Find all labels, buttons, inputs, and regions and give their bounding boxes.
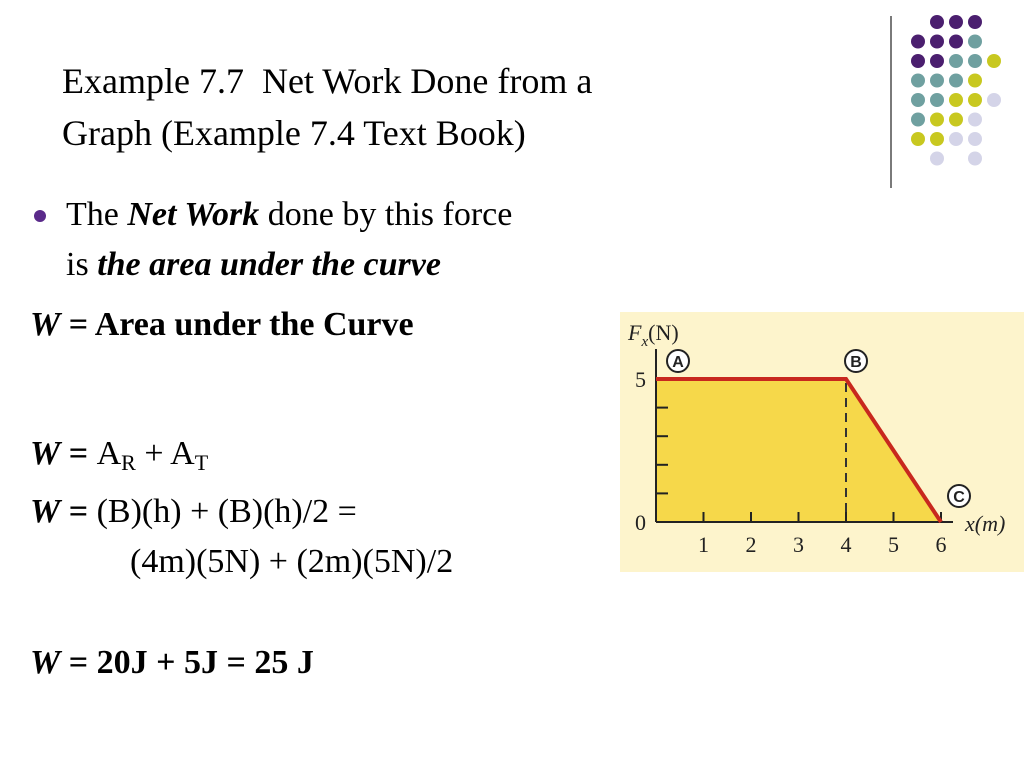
y-tick-label: 5 — [635, 367, 646, 392]
decorative-dot — [968, 74, 982, 88]
equation-5: W = 20J + 5J = 25 J — [30, 644, 314, 681]
decorative-dot — [930, 152, 944, 166]
x-tick-label: 6 — [935, 532, 947, 557]
decorative-dot — [911, 35, 925, 49]
equation-4: (4m)(5N) + (2m)(5N)/2 — [130, 543, 454, 580]
decorative-dot — [949, 132, 963, 146]
decorative-dot — [930, 54, 944, 68]
decorative-dot — [930, 35, 944, 49]
decorative-dot — [987, 93, 1001, 107]
x-tick-label: 2 — [745, 532, 757, 557]
decorative-dot — [949, 54, 963, 68]
x-tick-label: 3 — [793, 532, 804, 557]
x-tick-label: 4 — [840, 532, 852, 557]
decorative-dot — [930, 15, 944, 29]
equation-1: W = Area under the Curve — [30, 306, 414, 343]
y-tick-label: 0 — [635, 510, 646, 535]
y-axis-label: $F_x(N)$ — [628, 320, 679, 350]
point-marker-c — [948, 485, 970, 507]
decorative-dot — [949, 93, 963, 107]
point-marker-b — [845, 350, 867, 372]
x-axis-label: x(m) — [965, 511, 1006, 536]
decorative-dot — [911, 132, 925, 146]
decorative-dot — [949, 15, 963, 29]
decorative-dot — [968, 54, 982, 68]
point-label: B — [850, 354, 862, 371]
decorative-dot — [911, 74, 925, 88]
point-label: C — [953, 489, 965, 506]
point-label: A — [672, 354, 684, 371]
bullet-text: The Net Work done by this force is the area under the curve — [66, 196, 513, 283]
decorative-dot — [968, 93, 982, 107]
decorative-dot — [987, 54, 1001, 68]
decorative-dot — [911, 93, 925, 107]
title-divider — [890, 16, 892, 188]
decorative-dot — [930, 132, 944, 146]
x-tick-label: 5 — [888, 532, 899, 557]
decorative-dot — [968, 132, 982, 146]
equation-2: $W = A_R + A_T$ — [30, 435, 209, 475]
title-line-2: Graph (Example 7.4 Text Book) — [62, 113, 526, 153]
slide-title — [62, 55, 862, 159]
decorative-dot — [949, 35, 963, 49]
x-tick-label: 1 — [698, 532, 709, 557]
decorative-dot — [968, 15, 982, 29]
decorative-dot — [949, 74, 963, 88]
bullet-icon — [34, 210, 46, 222]
decorative-dot — [968, 35, 982, 49]
point-marker-a — [667, 350, 689, 372]
decorative-dot — [911, 113, 925, 127]
decorative-dot — [968, 152, 982, 166]
decorative-dot — [968, 113, 982, 127]
decorative-dot — [930, 113, 944, 127]
decorative-dot — [911, 54, 925, 68]
title-line-1: Example 7.7 Net Work Done from a — [62, 61, 593, 101]
equation-3: W = (B)(h) + (B)(h)/2 = — [30, 493, 357, 530]
decorative-dot — [949, 113, 963, 127]
force-displacement-graph — [620, 312, 1024, 572]
decorative-dot — [930, 93, 944, 107]
decorative-dot — [930, 74, 944, 88]
decorative-dot-grid — [900, 12, 1020, 172]
